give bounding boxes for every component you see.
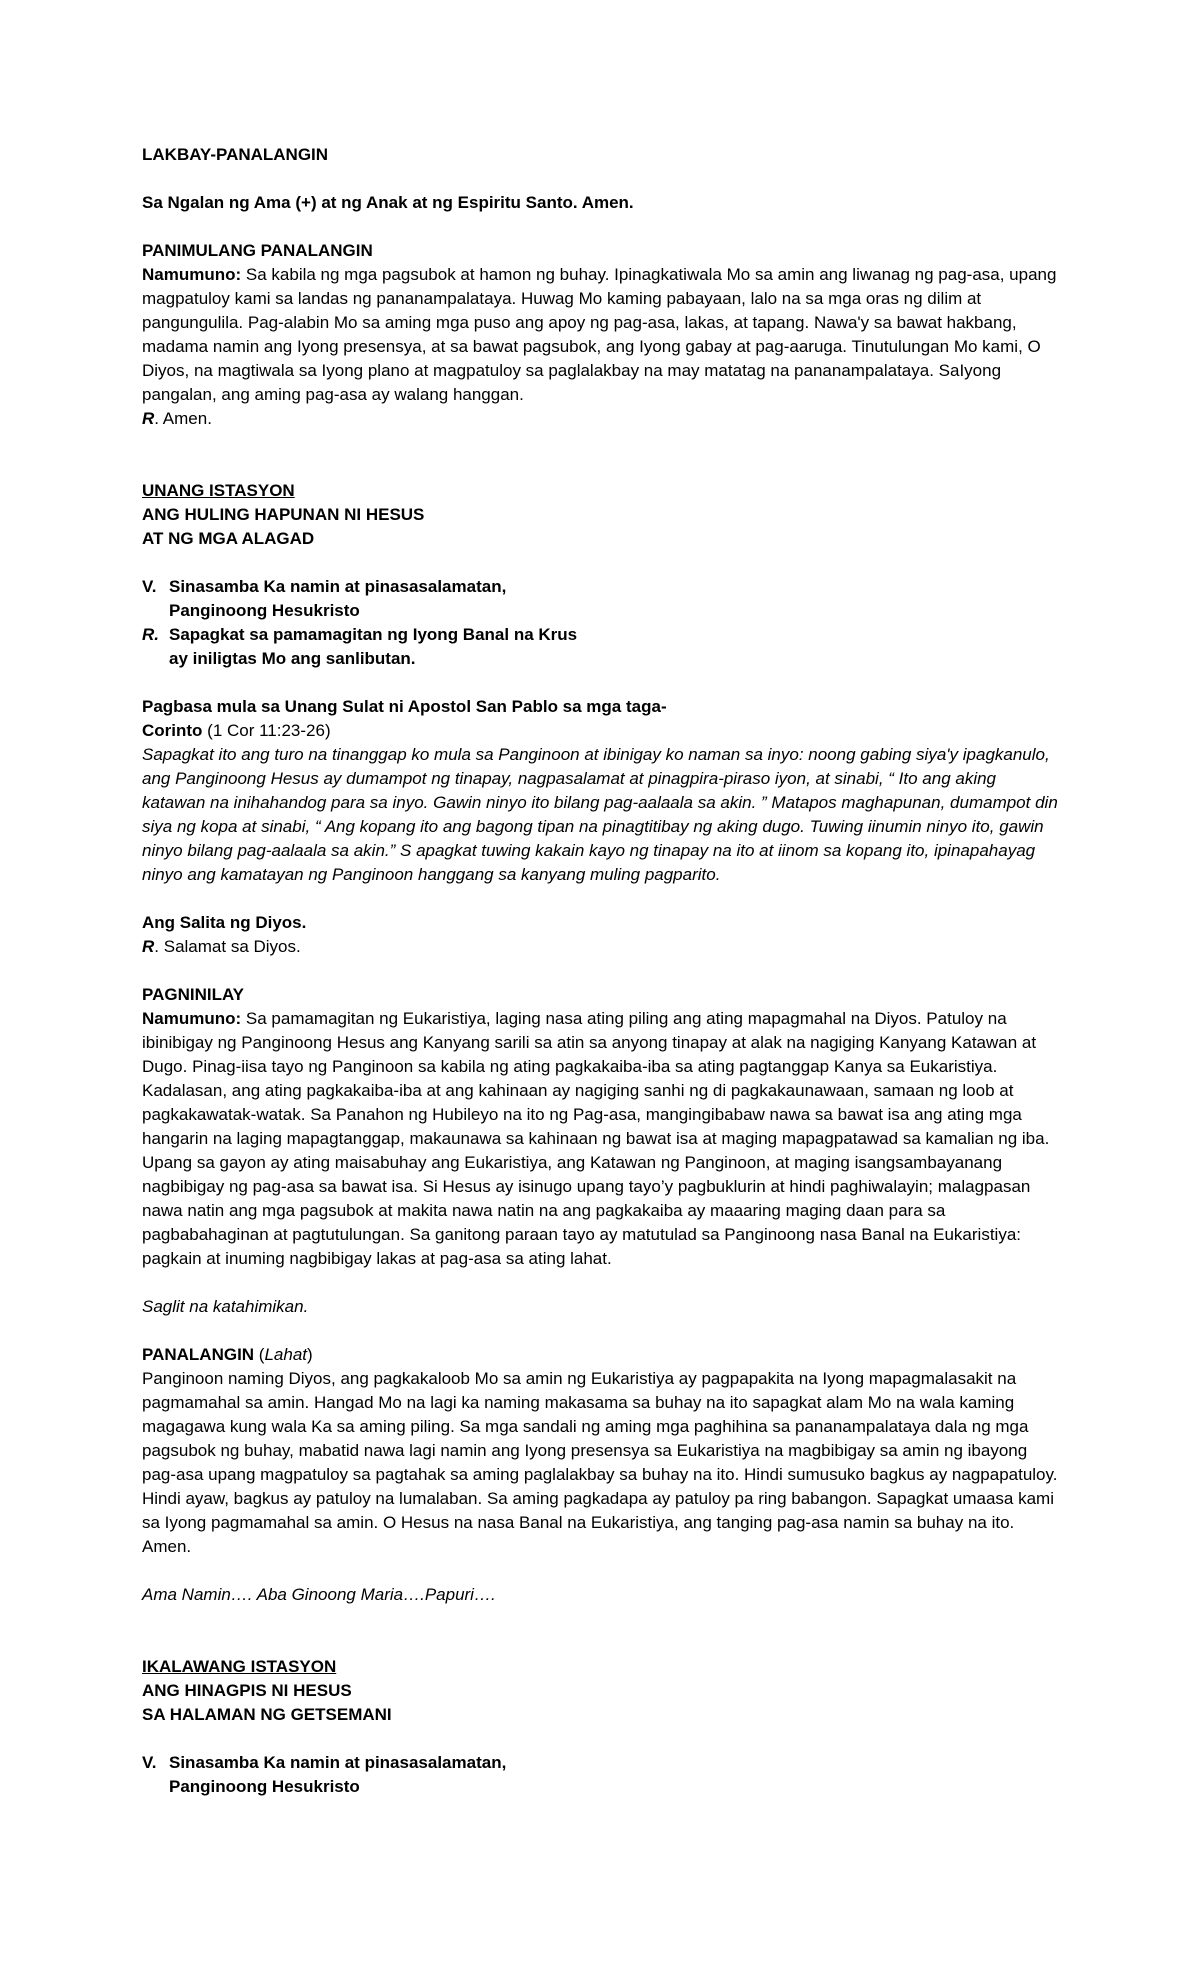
closing-prayers: Ama Namin…. Aba Ginoong Maria….Papuri….: [142, 1585, 496, 1604]
station2-subtitle-line1: ANG HINAGPIS NI HESUS: [142, 1681, 352, 1700]
reflection-body: Sa pamamagitan ng Eukaristiya, laging nasa ating piling ang ating mapagmahal na Diyos. Patuloy na ibinibigay ng Panginoong Hesus ang Kanyang sarili sa atin sa anyong tinapay at alak na nagiging Kanyang Katawan at Dugo. Pinag-iisa tayo ng Panginoon sa kabila ng ating pagkakaiba-iba sa ating pagtanggap Kanya sa Eukaristiya. Kadalasan, ang ating pagkakaiba-iba at ang kahinaan ay nagiging sanhi ng di pagkakaunawaan, samaan ng loob at pagkakawatak-watak. Sa Panahon ng Hubileyo na ito ng Pag-asa, mangingibabaw nawa sa bawat isa ang ating mga hangarin na laging mapagtanggap, makaunawa sa kahinaan ng bawat isa at maging mapagpatawad sa kamalian ng iba. Upang sa gayon ay ating maisabuhay ang Eukaristiya, ang Katawan ng Panginoon, at maging isangsambayanang nagbibigay ng pag-asa sa bawat isa. Si Hesus ay isinugo upang tayo’y pagbuklurin at hindi paghiwalayin; malagpasan nawa natin ang mga pagsubok at makita nawa natin na ang pagkakaiba ay maaaring maging daan para sa pagbabahaginan at pagtutulungan. Sa ganitong paraan tayo ay matutulad sa Panginoong nasa Banal na Eukaristiya: pagkain at inuming nagbibigay lakas at pag-asa sa ating lahat.: [142, 1009, 1050, 1268]
opening-prayer-text: [142, 263, 1062, 407]
reading-heading-corinto: Corinto: [142, 721, 208, 740]
prayer-open-paren: (: [254, 1345, 265, 1364]
opening-prayer-body: Sa kabila ng mga pagsubok at hamon ng buhay. Ipinagkatiwala Mo sa amin ang liwanag ng pag-asa, upang magpatuloy kami sa landas ng pananampalataya. Huwag Mo kaming pabayaan, lalo na sa mga oras ng dilim at pangungulila. Pag-alabin Mo sa aming mga puso ang apoy ng pag-asa, lakas, at tapang. Nawa'y sa bawat hakbang, madama namin ang Iyong presensya, at sa bawat pagsubok, ang Iyong gabay at pag-aaruga. Tinutulungan Mo kami, O Diyos, na magtiwala sa Iyong plano at magpatuloy sa paglalakbay na may matatag na pananampalataya. SaIyong pangalan, ang aming pag-asa ay walang hanggan.: [142, 265, 1057, 404]
reading-heading-line1: Pagbasa mula sa Unang Sulat ni Apostol San Pablo sa mga taga-: [142, 697, 667, 716]
opening-response: [142, 407, 1062, 431]
station1-heading: UNANG ISTASYON: [142, 481, 295, 500]
leader-label: Namumuno:: [142, 265, 242, 284]
response-text: . Salamat sa Diyos.: [154, 937, 301, 956]
word-of-god: Ang Salita ng Diyos.: [142, 913, 307, 932]
response-label: R.: [142, 625, 159, 644]
prayer-heading: PANALANGIN: [142, 1345, 255, 1364]
station1-subtitle-line2: AT NG MGA ALAGAD: [142, 529, 315, 548]
reading-citation: (1 Cor 11:23-26): [207, 721, 331, 740]
station1-versicle: [142, 575, 1062, 599]
station1-versicle-line2: Panginoong Hesukristo: [169, 601, 360, 620]
document-body: [142, 143, 1062, 1799]
prayer-text: Panginoon naming Diyos, ang pagkakaloob Mo sa amin ng Eukaristiya ay pagpapakita na Iyong mapagmalasakit na pagmamahal sa amin. Hangad Mo na lagi ka naming makasama sa buhay na ito sapagkat alam Mo na wala kaming magagawa kung wala Ka sa aming piling. Sa mga sandali ng aming mga paghihina sa pananampalataya dala ng mga pagsubok ng buhay, mabatid nawa lagi namin ang Iyong presensya sa Eukaristiya na magbibigay sa amin ng ibayong pag-asa upang magpatuloy sa pagtahak sa aming paglalakbay sa buhay na ito. Hindi sumusuko bagkus ay nagpapatuloy. Hindi ayaw, bagkus ay patuloy na lumalaban. Sa aming pagkadapa ay patuloy pa ring babangon. Sapagkat umaasa kami sa Iyong pagmamahal sa amin. O Hesus na nasa Banal na Eukaristiya, ang tanging pag-asa namin sa buhay na ito. Amen.: [142, 1369, 1058, 1556]
response-line1: Sapagkat sa pamamagitan ng Iyong Banal na Krus: [169, 625, 578, 644]
versicle-line1: Sinasamba Ka namin at pinasasalamatan,: [169, 1753, 507, 1772]
leader-label: Namumuno:: [142, 1009, 242, 1028]
station2-heading: IKALAWANG ISTASYON: [142, 1657, 337, 1676]
station2-subtitle-line2: SA HALAMAN NG GETSEMANI: [142, 1705, 392, 1724]
versicle-label: V.: [142, 577, 157, 596]
station1-subtitle-line1: ANG HULING HAPUNAN NI HESUS: [142, 505, 425, 524]
reading-heading-line2: [142, 719, 1062, 743]
versicle-label: V.: [142, 1753, 157, 1772]
sign-of-cross: Sa Ngalan ng Ama (+) at ng Anak at ng Espiritu Santo. Amen.: [142, 193, 634, 212]
response-text: . Amen.: [154, 409, 212, 428]
station2-versicle-line2: Panginoong Hesukristo: [169, 1777, 360, 1796]
word-response: [142, 935, 1062, 959]
reflection-heading: PAGNINILAY: [142, 985, 245, 1004]
prayer-all: Lahat: [264, 1345, 308, 1364]
silence-note: Saglit na katahimikan.: [142, 1297, 309, 1316]
opening-prayer-heading: PANIMULANG PANALANGIN: [142, 241, 373, 260]
response-label: R: [142, 409, 155, 428]
response-label: R: [142, 937, 155, 956]
versicle-line1: Sinasamba Ka namin at pinasasalamatan,: [169, 577, 507, 596]
station1-response-line2: ay iniligtas Mo ang sanlibutan.: [169, 649, 416, 668]
prayer-heading-line: [142, 1343, 1062, 1367]
station2-versicle: [142, 1751, 1062, 1775]
document-title: LAKBAY-PANALANGIN: [142, 145, 329, 164]
prayer-close-paren: ): [307, 1345, 313, 1364]
reading-text: Sapagkat ito ang turo na tinanggap ko mula sa Panginoon at ibinigay ko naman sa inyo: noong gabing siya'y ipagkanulo, ang Panginoong Hesus ay dumampot ng tinapay, nagpasalamat at pinagpira-piraso iyon, at sinabi, “ Ito ang aking katawan na inihahandog para sa inyo. Gawin ninyo ito bilang pag-aalaala sa akin. ” Matapos maghapunan, dumampot din siya ng kopa at sinabi, “ Ang kopang ito ang bagong tipan na pinagtitibay ng aking dugo. Tuwing iinumin ninyo ito, gawin ninyo bilang pag-aalaala sa akin.” S apagkat tuwing kakain kayo ng tinapay na ito at iinom sa kopang ito, ipinapahayag ninyo ang kamatayan ng Panginoon hanggang sa kanyang muling pagparito.: [142, 745, 1058, 884]
station1-response: [142, 623, 1062, 647]
reflection-text: [142, 1007, 1062, 1271]
